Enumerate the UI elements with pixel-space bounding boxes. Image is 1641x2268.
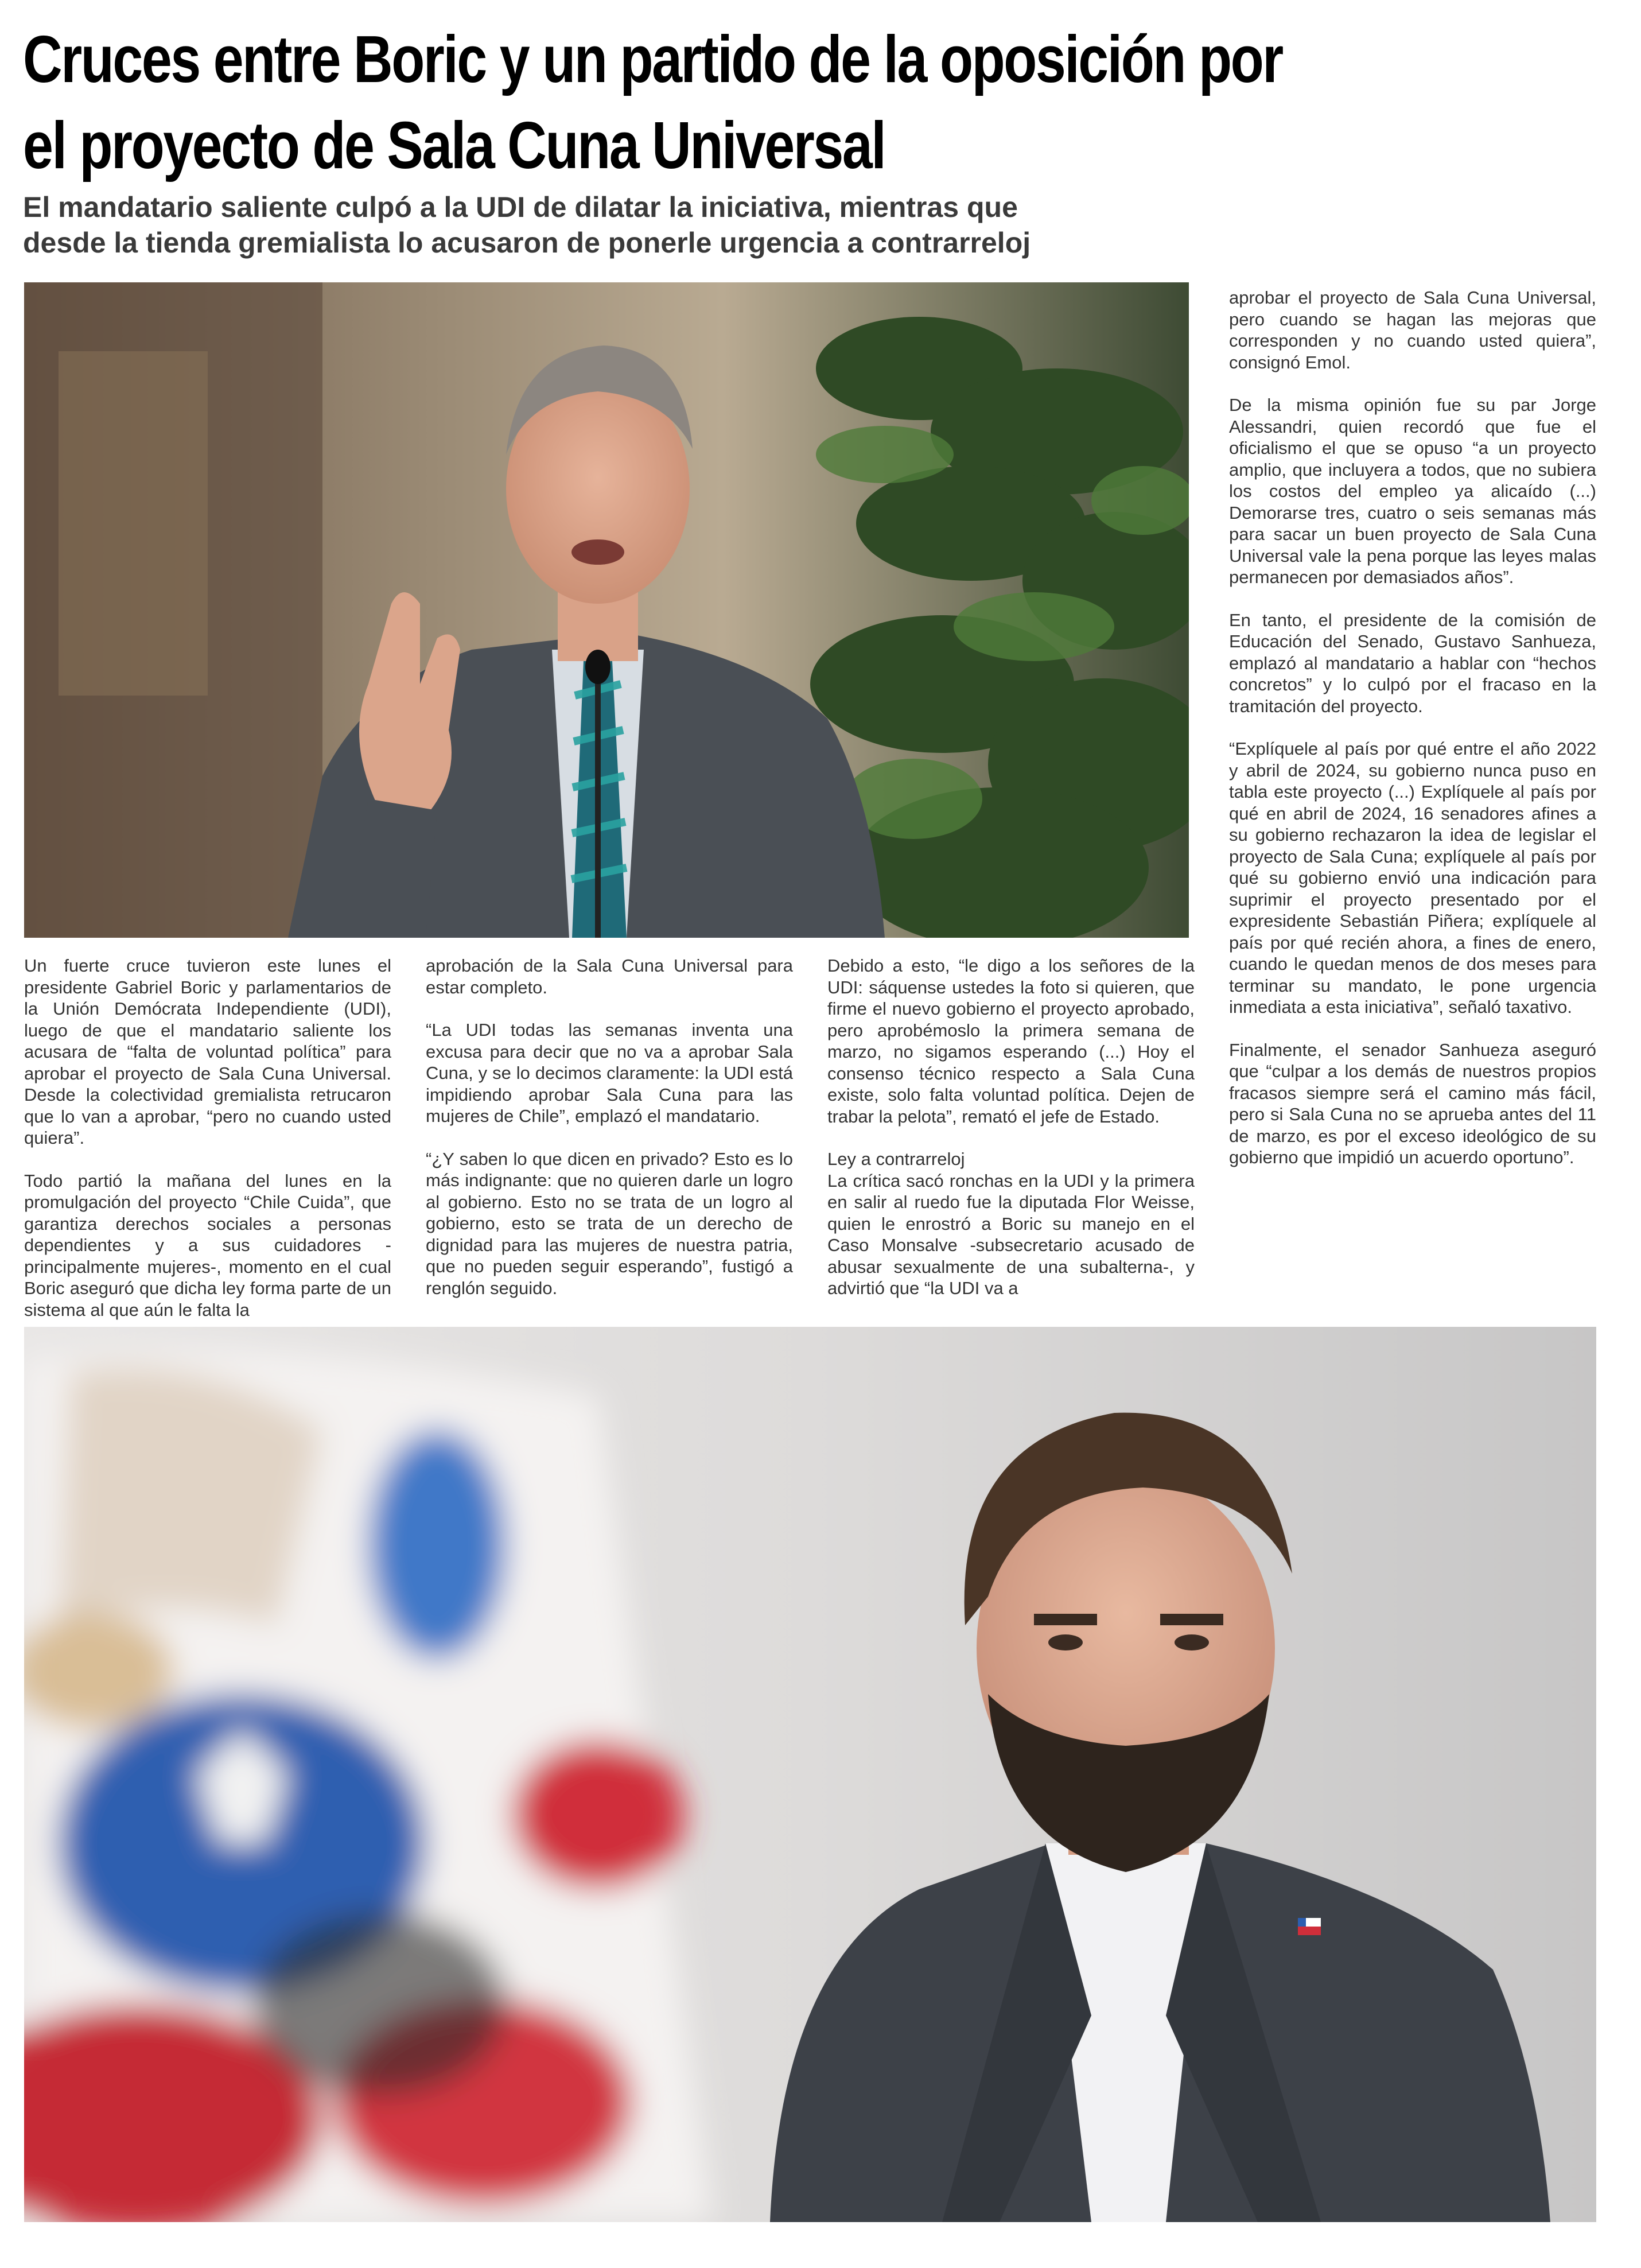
paragraph: aprobación de la Sala Cuna Universal para estar completo. (426, 956, 793, 997)
subheading: Ley a contrarreloj (827, 1149, 965, 1169)
headline-line-1: Cruces entre Boric y un partido de la oposición por (23, 22, 1282, 96)
paragraph: En tanto, el presidente de la comisión de Educación del Senado, Gustavo Sanhueza, emplazó al mandatario a hablar con “hechos concretos” y lo culpó por el fracaso en la tramitación del proyecto. (1229, 609, 1596, 716)
subsection (827, 1148, 1195, 1299)
paragraph: Un fuerte cruce tuvieron este lunes el presidente Gabriel Boric y parlamentarios de la Unión Demócrata Independiente (UDI), luego de que el mandatario saliente los acusara de “falta de voluntad política” para aprobar el proyecto de Sala Cuna Universal. Desde la colectividad gremialista retrucaron que lo van a aprobar, “pero no cuando usted quiera”. (24, 956, 391, 1148)
paragraph: “Explíquele al país por qué entre el año 2022 y abril de 2024, su gobierno nunca puso en tabla este proyecto (...) Explíquele al país por qué en abril de 2024, 16 senadores afines a su gobierno rechazaron la idea de legislar el proyecto de Sala Cuna; explíquele al país por qué su gobierno envió una indicación para suprimir el proyecto presentado por el expresidente Sebastián Piñera; explíquele al país por qué recién ahora, a fines de enero, cuando le quedan menos de dos meses para terminar su mandato, le pone urgencia inmediata a esta iniciativa”, señaló taxativo. (1229, 739, 1596, 1017)
paragraph: Todo partió la mañana del lunes en la promulgación del proyecto “Chile Cuida”, que garantiza derechos sociales a personas dependientes y a sus cuidadores -principalmente mujeres-, momento en el cual Boric aseguró que dicha ley forma parte de un sistema al que aún le falta la (24, 1170, 391, 1320)
article-column-4 (1229, 287, 1596, 1168)
headline-line-2: el proyecto de Sala Cuna Universal (23, 108, 885, 182)
paragraph: Finalmente, el senador Sanhueza aseguró que “culpar a los demás de nuestros propios fracasos siempre será el camino más fácil, pero si Sala Cuna no se aprueba antes del 11 de marzo, es por el exceso ideológico de su gobierno que impidió un acuerdo oportuno”. (1229, 1039, 1596, 1167)
paragraph: aprobar el proyecto de Sala Cuna Universal, pero cuando se hagan las mejoras que corresponden y no cuando usted quiera”, consignó Emol. (1229, 288, 1596, 372)
paragraph: La crítica sacó ronchas en la UDI y la primera en salir al ruedo fue la diputada Flor Weisse, quien le enrostró a Boric su manejo en el Caso Monsalve -subsecretario acusado de abusar sexualmente de una subalterna-, y advirtió que “la UDI va a (827, 1170, 1195, 1298)
paragraph: De la misma opinión fue su par Jorge Alessandri, quien recordó que fue el oficialismo el que se opuso “a un proyecto amplio, que incluyera a todos, que no subiera los costos del empleo ya alicaído (...) Demorarse tres, cuatro o seis semanas más para sacar un buen proyecto de Sala Cuna Universal vale la pena porque las leyes malas permanecen por demasiados años”. (1229, 395, 1596, 587)
article-column-3 (827, 955, 1195, 1299)
paragraph: Debido a esto, “le digo a los señores de la UDI: sáquense ustedes la foto si quieren, que firme el nuevo gobierno el proyecto aprobado, pero aprobémoslo la primera semana de marzo, no sigamos esperando (...) Hoy el consenso técnico respecto a Sala Cuna existe, solo falta voluntad política. Dejen de trabar la pelota”, remató el jefe de Estado. (827, 956, 1195, 1127)
photo-senator-speaking (24, 282, 1189, 938)
article-column-1 (24, 955, 391, 1321)
deck-line-2: desde la tienda gremialista lo acusaron de ponerle urgencia a contrarreloj (23, 227, 1031, 259)
deck (23, 189, 1607, 261)
headline (23, 16, 1321, 188)
article-column-2 (426, 955, 793, 1299)
photo-president-with-flag (24, 1327, 1596, 2222)
paragraph: “La UDI todas las semanas inventa una excusa para decir que no va a aprobar Sala Cuna, y se lo decimos claramente: la UDI está impidiendo aprobar Sala Cuna para las mujeres de Chile”, emplazó el mandatario. (426, 1020, 793, 1126)
paragraph: “¿Y saben lo que dicen en privado? Esto es lo más indignante: que no quieren darle un logro al gobierno. Esto no se trata de un logro al gobierno, esto se trata de un derecho de dignidad para las mujeres de nuestra patria, que no pueden seguir esperando”, fustigó a renglón seguido. (426, 1148, 793, 1298)
deck-line-1: El mandatario saliente culpó a la UDI de dilatar la iniciativa, mientras que (23, 191, 1018, 223)
